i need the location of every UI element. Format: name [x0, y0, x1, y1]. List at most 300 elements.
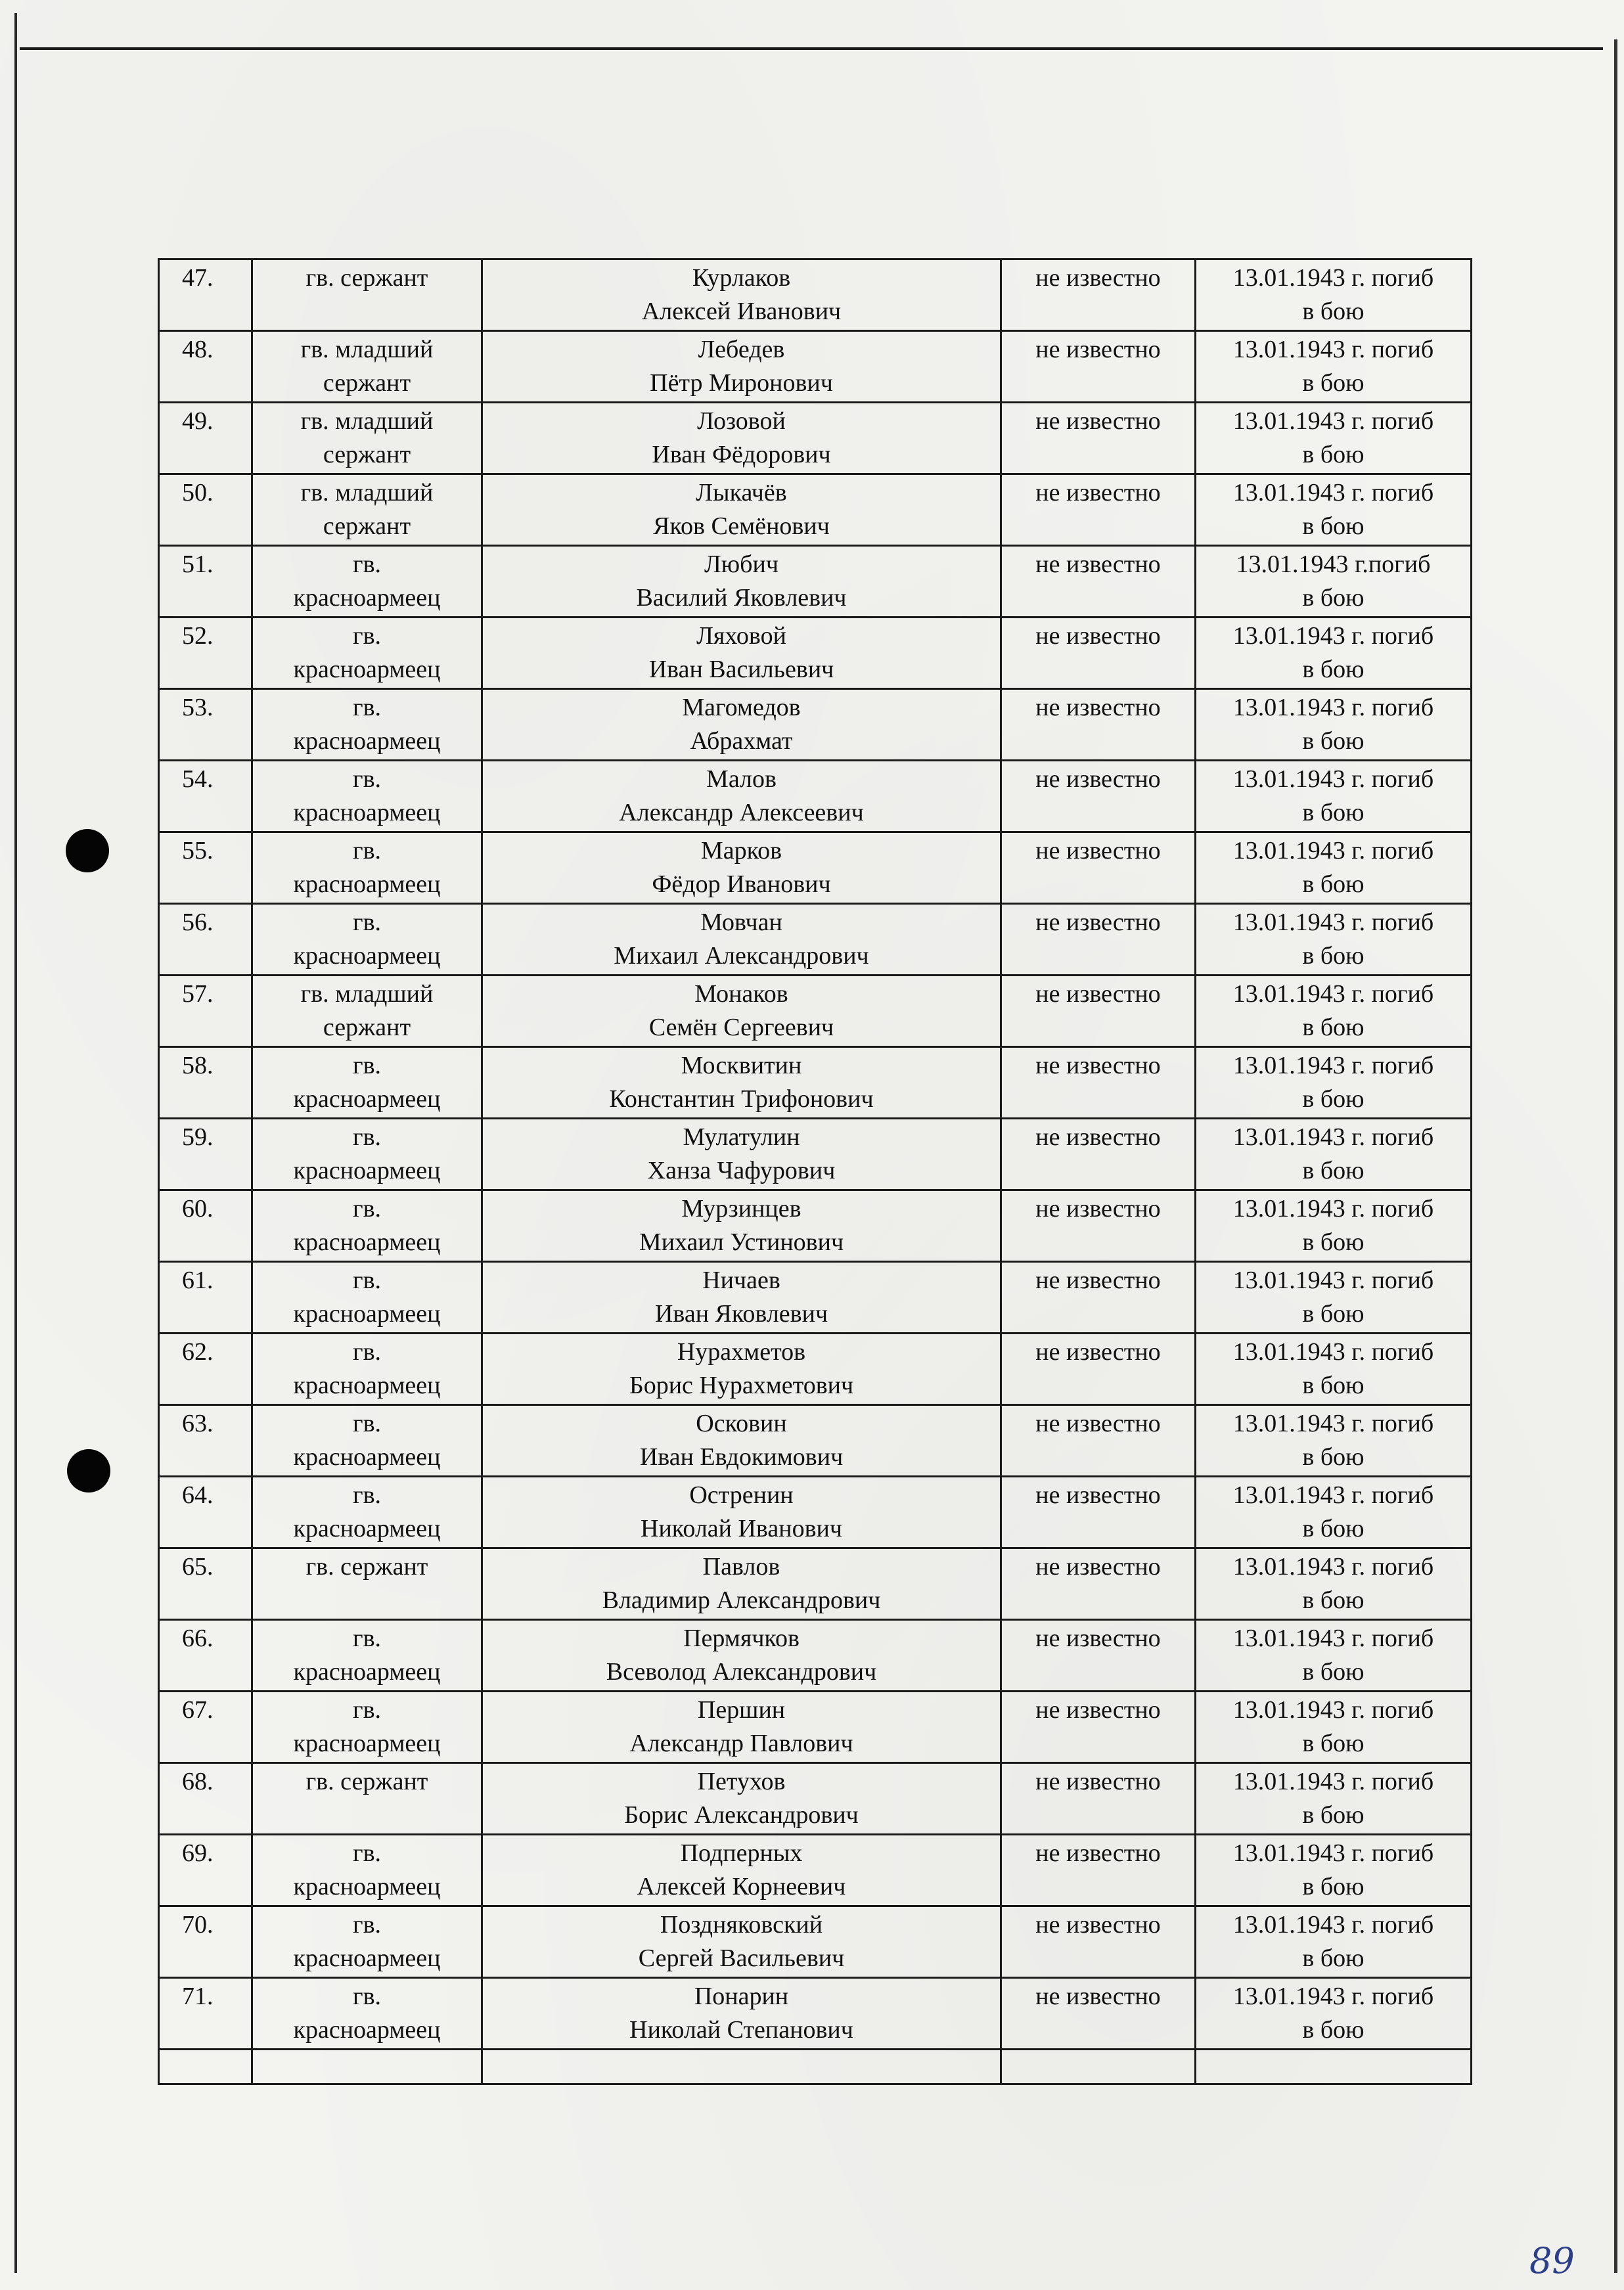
row-number — [159, 1620, 252, 1692]
table-row — [159, 904, 1472, 976]
fate-cell-line: в бою — [1302, 441, 1365, 468]
fate-cell-line: 13.01.1943 г. погиб — [1232, 1911, 1434, 1939]
fate-cell — [1196, 1978, 1472, 2050]
row-number-line: 62. — [182, 1338, 214, 1366]
rank-cell-line: гв. — [352, 694, 382, 721]
row-number — [159, 1262, 252, 1334]
fate-cell-line: 13.01.1943 г. погиб — [1232, 1481, 1434, 1509]
name-cell-line: Лозовой — [697, 407, 786, 435]
row-number-line: 54. — [182, 765, 214, 793]
fate-cell-line: 13.01.1943 г. погиб — [1232, 407, 1434, 435]
fate-cell — [1196, 761, 1472, 832]
name-cell-line: Магомедов — [682, 694, 801, 721]
rank-cell-line: гв. младший — [300, 479, 434, 506]
table-row — [159, 617, 1472, 689]
rank-cell-line: красноармеец — [293, 656, 441, 683]
row-number-line: 53. — [182, 694, 214, 721]
row-number — [159, 904, 252, 976]
row-number-line: 59. — [182, 1123, 214, 1151]
rank-cell — [252, 689, 482, 761]
row-number-line: 56. — [182, 909, 214, 936]
rank-cell-line: красноармеец — [293, 1157, 441, 1184]
table-row — [159, 1978, 1472, 2050]
rank-cell-line: гв. младший — [300, 407, 434, 435]
name-cell — [482, 1047, 1001, 1119]
row-number — [159, 1692, 252, 1763]
rank-cell-line: гв. — [352, 1911, 382, 1939]
name-cell-line: Осковин — [696, 1410, 787, 1437]
row-number — [159, 1190, 252, 1262]
status-cell-line: не известно — [1035, 1768, 1161, 1795]
fate-cell — [1196, 1047, 1472, 1119]
fate-cell-line: в бою — [1302, 1443, 1365, 1471]
status-cell — [1001, 1692, 1196, 1763]
table-row — [159, 1119, 1472, 1190]
name-cell — [482, 1906, 1001, 1978]
rank-cell-line: гв. — [352, 837, 382, 864]
name-cell — [482, 689, 1001, 761]
status-cell-line: не известно — [1035, 1696, 1161, 1724]
rank-cell-line: гв. — [352, 1123, 382, 1151]
status-cell — [1001, 1763, 1196, 1835]
rank-cell-line: гв. — [352, 550, 382, 578]
rank-cell-line: гв. сержант — [305, 1553, 428, 1581]
rank-cell-line: красноармеец — [293, 1372, 441, 1399]
fate-cell — [1196, 689, 1472, 761]
fate-cell-line: в бою — [1302, 1372, 1365, 1399]
fate-cell-line: в бою — [1302, 1515, 1365, 1542]
table-row — [159, 1620, 1472, 1692]
status-cell-line: не известно — [1035, 479, 1161, 506]
rank-cell-line: гв. сержант — [305, 264, 428, 292]
fate-cell-line: в бою — [1302, 1801, 1365, 1829]
status-cell — [1001, 1334, 1196, 1405]
rank-cell — [252, 331, 482, 403]
fate-cell-line: 13.01.1943 г. погиб — [1232, 336, 1434, 363]
table-row — [159, 331, 1472, 403]
table-row — [159, 474, 1472, 546]
status-cell-line: не известно — [1035, 765, 1161, 793]
status-cell — [1001, 403, 1196, 474]
name-cell — [482, 259, 1001, 331]
row-number-line: 67. — [182, 1696, 214, 1724]
name-cell-line: Василий Яковлевич — [636, 584, 847, 612]
row-number-line: 58. — [182, 1052, 214, 1079]
rank-cell-line: красноармеец — [293, 799, 441, 826]
name-cell-line: Сергей Васильевич — [638, 1944, 845, 1972]
rank-cell — [252, 1334, 482, 1405]
rank-cell-line: гв. — [352, 1696, 382, 1724]
status-cell — [1001, 1835, 1196, 1906]
status-cell-line: не известно — [1035, 694, 1161, 721]
fate-cell — [1196, 1906, 1472, 1978]
row-number — [159, 1119, 252, 1190]
row-number — [159, 689, 252, 761]
row-number-line: 47. — [182, 264, 214, 292]
row-number-line: 69. — [182, 1839, 214, 1867]
rank-cell-line: гв. — [352, 1625, 382, 1652]
row-number — [159, 1906, 252, 1978]
row-number — [159, 617, 252, 689]
name-cell-line: Малов — [706, 765, 777, 793]
fate-cell — [1196, 976, 1472, 1047]
fate-cell — [1196, 1262, 1472, 1334]
rank-cell — [252, 1477, 482, 1548]
rank-cell-line: красноармеец — [293, 1085, 441, 1113]
name-cell — [482, 403, 1001, 474]
table-row — [159, 1190, 1472, 1262]
fate-cell — [1196, 1405, 1472, 1477]
status-cell-line: не известно — [1035, 1052, 1161, 1079]
table-row — [159, 832, 1472, 904]
name-cell-line: Владимир Александрович — [602, 1586, 881, 1614]
status-cell-line: не известно — [1035, 837, 1161, 864]
row-number — [159, 1548, 252, 1620]
name-cell-line: Николай Иванович — [641, 1515, 842, 1542]
left-scan-edge — [14, 13, 17, 2273]
rank-cell-line: красноармеец — [293, 1944, 441, 1972]
rank-cell-line: красноармеец — [293, 1228, 441, 1256]
row-number — [159, 1047, 252, 1119]
rank-cell-line: гв. — [352, 1052, 382, 1079]
fate-cell-line: в бою — [1302, 512, 1365, 540]
status-cell-line: не известно — [1035, 407, 1161, 435]
row-number — [159, 1978, 252, 2050]
table-row — [159, 1477, 1472, 1548]
rank-cell-line: сержант — [323, 369, 411, 397]
row-number-line: 55. — [182, 837, 214, 864]
fate-cell-line: 13.01.1943 г. погиб — [1232, 837, 1434, 864]
fate-cell-line: 13.01.1943 г. погиб — [1232, 1052, 1434, 1079]
name-cell-line: Иван Яковлевич — [654, 1300, 828, 1328]
fate-cell — [1196, 832, 1472, 904]
fate-cell-line: в бою — [1302, 298, 1365, 325]
table-row — [159, 546, 1472, 617]
rank-cell — [252, 1190, 482, 1262]
name-cell-line: Борис Александрович — [624, 1801, 859, 1829]
table-row — [159, 1262, 1472, 1334]
rank-cell-line: красноармеец — [293, 1658, 441, 1686]
row-number-line: 49. — [182, 407, 214, 435]
name-cell — [482, 1190, 1001, 1262]
status-cell — [1001, 1405, 1196, 1477]
fate-cell-line: в бою — [1302, 1085, 1365, 1113]
status-cell — [1001, 474, 1196, 546]
rank-cell — [252, 1047, 482, 1119]
rank-cell-line: сержант — [323, 1014, 411, 1041]
name-cell-line: Нурахметов — [677, 1338, 806, 1366]
fate-cell — [1196, 617, 1472, 689]
fate-cell — [1196, 474, 1472, 546]
name-cell-line: Петухов — [697, 1768, 786, 1795]
casualty-table — [158, 258, 1470, 2085]
name-cell-line: Иван Евдокимович — [639, 1443, 844, 1471]
rank-cell — [252, 1692, 482, 1763]
name-cell-line: Лыкачёв — [696, 479, 787, 506]
name-cell — [482, 976, 1001, 1047]
fate-cell — [1196, 331, 1472, 403]
row-number — [159, 259, 252, 331]
row-number-line: 64. — [182, 1481, 214, 1509]
status-cell-line: не известно — [1035, 1267, 1161, 1294]
status-cell — [1001, 1190, 1196, 1262]
table-row — [159, 259, 1472, 331]
table-row — [159, 1692, 1472, 1763]
rank-cell — [252, 904, 482, 976]
rank-cell-line: сержант — [323, 441, 411, 468]
row-number-line: 60. — [182, 1195, 214, 1223]
fate-cell-line: в бою — [1302, 1658, 1365, 1686]
status-cell-line: не известно — [1035, 980, 1161, 1008]
fate-cell — [1196, 403, 1472, 474]
status-cell-line: не известно — [1035, 336, 1161, 363]
top-rule — [20, 47, 1603, 50]
status-cell — [1001, 832, 1196, 904]
fate-cell-line: в бою — [1302, 369, 1365, 397]
status-cell-line: не известно — [1035, 909, 1161, 936]
rank-cell — [252, 474, 482, 546]
name-cell — [482, 331, 1001, 403]
fate-cell-line: 13.01.1943 г. погиб — [1232, 1553, 1434, 1581]
rank-cell-line: гв. — [352, 909, 382, 936]
name-cell — [482, 1763, 1001, 1835]
fate-cell-line: в бою — [1302, 1586, 1365, 1614]
status-cell — [1001, 1119, 1196, 1190]
right-scan-edge — [1614, 39, 1617, 2273]
rank-cell — [252, 832, 482, 904]
fate-cell-line: 13.01.1943 г. погиб — [1232, 1267, 1434, 1294]
fate-cell-line: в бою — [1302, 1228, 1365, 1256]
name-cell-line: Николай Степанович — [629, 2016, 853, 2044]
name-cell-line: Яков Семёнович — [653, 512, 830, 540]
name-cell — [482, 1548, 1001, 1620]
row-number — [159, 403, 252, 474]
name-cell — [482, 904, 1001, 976]
fate-cell-line: в бою — [1302, 584, 1365, 612]
fate-cell-line: 13.01.1943 г. погиб — [1232, 980, 1434, 1008]
rank-cell-line: гв. — [352, 1839, 382, 1867]
row-number — [159, 474, 252, 546]
rank-cell-line: красноармеец — [293, 727, 441, 755]
status-cell — [1001, 546, 1196, 617]
rank-cell-line: красноармеец — [293, 584, 441, 612]
rank-cell-line: красноармеец — [293, 1300, 441, 1328]
fate-cell — [1196, 1190, 1472, 1262]
rank-cell-line: гв. — [352, 765, 382, 793]
fate-cell-line: 13.01.1943 г. погиб — [1232, 1338, 1434, 1366]
status-cell-line: не известно — [1035, 1338, 1161, 1366]
name-cell-line: Михаил Устинович — [639, 1228, 844, 1256]
rank-cell — [252, 1978, 482, 2050]
rank-cell-line: красноармеец — [293, 870, 441, 898]
status-cell — [1001, 1620, 1196, 1692]
rank-cell — [252, 1763, 482, 1835]
punch-hole-icon — [66, 829, 109, 872]
fate-cell — [1196, 1548, 1472, 1620]
page-number: 89 — [1529, 2240, 1575, 2281]
fate-cell-line: 13.01.1943 г. погиб — [1232, 1696, 1434, 1724]
table-row — [159, 1835, 1472, 1906]
status-cell-line: не известно — [1035, 1911, 1161, 1939]
status-cell — [1001, 1978, 1196, 2050]
status-cell — [1001, 1548, 1196, 1620]
name-cell — [482, 1477, 1001, 1548]
name-cell — [482, 832, 1001, 904]
name-cell-line: Лебедев — [698, 336, 785, 363]
name-cell-line: Борис Нурахметович — [629, 1372, 854, 1399]
fate-cell-line: 13.01.1943 г. погиб — [1232, 1983, 1434, 2010]
name-cell-line: Абрахмат — [690, 727, 793, 755]
name-cell — [482, 1262, 1001, 1334]
name-cell-line: Ханза Чафурович — [647, 1157, 836, 1184]
status-cell-line: не известно — [1035, 1983, 1161, 2010]
rank-cell-line: сержант — [323, 512, 411, 540]
fate-cell — [1196, 546, 1472, 617]
name-cell-line: Остренин — [689, 1481, 794, 1509]
fate-cell-line: в бою — [1302, 1014, 1365, 1041]
status-cell-line: не известно — [1035, 1123, 1161, 1151]
name-cell-line: Пётр Миронович — [650, 369, 833, 397]
rank-cell — [252, 1405, 482, 1477]
status-cell-line: не известно — [1035, 1839, 1161, 1867]
status-cell — [1001, 689, 1196, 761]
fate-cell-line: 13.01.1943 г. погиб — [1232, 1123, 1434, 1151]
row-number-line: 52. — [182, 622, 214, 650]
rank-cell-line: гв. — [352, 1195, 382, 1223]
fate-cell — [1196, 259, 1472, 331]
fate-cell-line: в бою — [1302, 1730, 1365, 1757]
name-cell-line: Алексей Корнеевич — [637, 1873, 846, 1900]
fate-cell-line: в бою — [1302, 1300, 1365, 1328]
row-number — [159, 976, 252, 1047]
rank-cell-line: гв. — [352, 1338, 382, 1366]
fate-cell-line: 13.01.1943 г. погиб — [1232, 1768, 1434, 1795]
rank-cell — [252, 259, 482, 331]
status-cell — [1001, 761, 1196, 832]
fate-cell — [1196, 1835, 1472, 1906]
row-number-line: 61. — [182, 1267, 214, 1294]
status-cell — [1001, 904, 1196, 976]
fate-cell-line: 13.01.1943 г. погиб — [1232, 1195, 1434, 1223]
row-number-line: 66. — [182, 1625, 214, 1652]
status-cell-line: не известно — [1035, 550, 1161, 578]
fate-cell-line: в бою — [1302, 942, 1365, 970]
table-row — [159, 1906, 1472, 1978]
row-number — [159, 832, 252, 904]
fate-cell-line: в бою — [1302, 1873, 1365, 1900]
fate-cell — [1196, 1692, 1472, 1763]
rank-cell — [252, 617, 482, 689]
row-number — [159, 1763, 252, 1835]
status-cell-line: не известно — [1035, 1410, 1161, 1437]
name-cell-line: Алексей Иванович — [641, 298, 842, 325]
status-cell — [1001, 976, 1196, 1047]
fate-cell-line: 13.01.1943 г. погиб — [1232, 909, 1434, 936]
empty-cell — [159, 2050, 252, 2084]
rank-cell — [252, 1262, 482, 1334]
table-row — [159, 1763, 1472, 1835]
fate-cell-line: в бою — [1302, 727, 1365, 755]
row-number — [159, 761, 252, 832]
table-row — [159, 689, 1472, 761]
name-cell-line: Константин Трифонович — [609, 1085, 874, 1113]
row-number — [159, 331, 252, 403]
name-cell-line: Марков — [700, 837, 782, 864]
row-number — [159, 1835, 252, 1906]
rank-cell-line: красноармеец — [293, 942, 441, 970]
status-cell — [1001, 1477, 1196, 1548]
name-cell — [482, 1334, 1001, 1405]
fate-cell-line: в бою — [1302, 1157, 1365, 1184]
name-cell-line: Пермячков — [683, 1625, 800, 1652]
name-cell-line: Москвитин — [681, 1052, 802, 1079]
rank-cell-line: гв. — [352, 1267, 382, 1294]
rank-cell — [252, 403, 482, 474]
table-row — [159, 1405, 1472, 1477]
rank-cell — [252, 1906, 482, 1978]
name-cell-line: Понарин — [694, 1983, 789, 2010]
name-cell-line: Михаил Александрович — [614, 942, 869, 970]
status-cell — [1001, 259, 1196, 331]
name-cell-line: Семён Сергеевич — [648, 1014, 834, 1041]
fate-cell-line: 13.01.1943 г. погиб — [1232, 694, 1434, 721]
status-cell-line: не известно — [1035, 1195, 1161, 1223]
name-cell-line: Подперных — [680, 1839, 803, 1867]
rank-cell — [252, 546, 482, 617]
rank-cell-line: красноармеец — [293, 1515, 441, 1542]
name-cell-line: Мурзинцев — [681, 1195, 801, 1223]
rank-cell-line: гв. младший — [300, 980, 434, 1008]
status-cell — [1001, 1047, 1196, 1119]
row-number — [159, 1477, 252, 1548]
name-cell — [482, 546, 1001, 617]
status-cell-line: не известно — [1035, 622, 1161, 650]
name-cell-line: Всеволод Александрович — [606, 1658, 877, 1686]
name-cell-line: Поздняковский — [660, 1911, 823, 1939]
rank-cell-line: гв. — [352, 1410, 382, 1437]
status-cell-line: не известно — [1035, 264, 1161, 292]
name-cell-line: Фёдор Иванович — [652, 870, 831, 898]
row-number-line: 63. — [182, 1410, 214, 1437]
rank-cell-line: красноармеец — [293, 1873, 441, 1900]
rank-cell-line: красноармеец — [293, 1730, 441, 1757]
fate-cell-line: 13.01.1943 г. погиб — [1232, 622, 1434, 650]
name-cell-line: Александр Павлович — [629, 1730, 853, 1757]
rank-cell-line: красноармеец — [293, 1443, 441, 1471]
fate-cell-line: 13.01.1943 г. погиб — [1232, 765, 1434, 793]
status-cell — [1001, 331, 1196, 403]
rank-cell — [252, 1835, 482, 1906]
name-cell-line: Першин — [697, 1696, 786, 1724]
fate-cell-line: 13.01.1943 г.погиб — [1236, 550, 1431, 578]
name-cell-line: Иван Васильевич — [648, 656, 834, 683]
table-row — [159, 1548, 1472, 1620]
fate-cell-line: 13.01.1943 г. погиб — [1232, 1839, 1434, 1867]
fate-cell-line: в бою — [1302, 2016, 1365, 2044]
fate-cell-line: 13.01.1943 г. погиб — [1232, 479, 1434, 506]
fate-cell — [1196, 1334, 1472, 1405]
name-cell — [482, 1620, 1001, 1692]
row-number-line: 65. — [182, 1553, 214, 1581]
empty-cell — [482, 2050, 1001, 2084]
empty-cell — [1196, 2050, 1472, 2084]
fate-cell-line: в бою — [1302, 1944, 1365, 1972]
name-cell — [482, 1835, 1001, 1906]
table-row — [159, 976, 1472, 1047]
status-cell — [1001, 1906, 1196, 1978]
status-cell-line: не известно — [1035, 1553, 1161, 1581]
rank-cell — [252, 1548, 482, 1620]
